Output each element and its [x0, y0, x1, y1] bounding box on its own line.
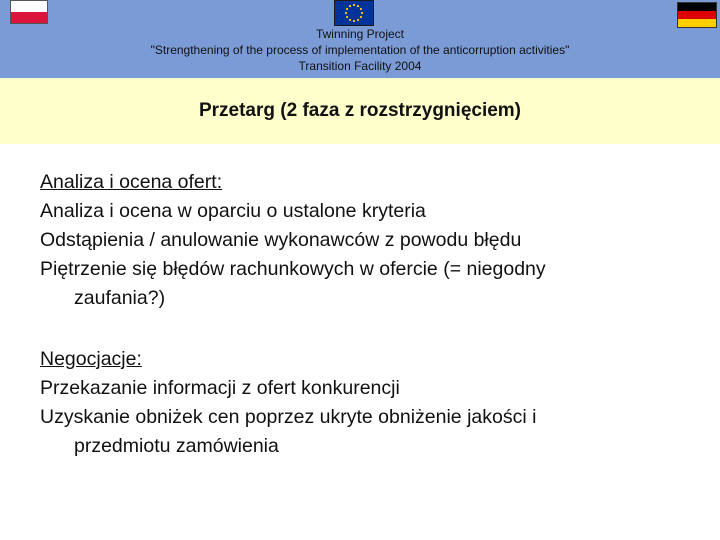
- slide-body: [40, 168, 710, 461]
- eu-star-icon: [349, 5, 351, 7]
- eu-star-icon: [360, 8, 362, 10]
- section-heading-analysis: Analiza i ocena ofert:: [40, 171, 223, 193]
- eu-star-icon: [357, 5, 359, 7]
- project-description: "Strengthening of the process of implementation of the anticorruption activities": [150, 43, 570, 57]
- section-heading-negotiations: Negocjacje:: [40, 348, 142, 370]
- eu-star-icon: [353, 20, 355, 22]
- eu-flag-icon: [334, 0, 374, 26]
- eu-star-icon: [346, 8, 348, 10]
- eu-star-icon: [360, 16, 362, 18]
- list-item: Przekazanie informacji z ofert konkurencji: [40, 377, 400, 399]
- list-item: Uzyskanie obniżek cen poprzez ukryte obniżenie jakości i: [40, 406, 537, 428]
- eu-star-icon: [346, 16, 348, 18]
- eu-star-icon: [357, 19, 359, 21]
- eu-star-icon: [361, 12, 363, 14]
- project-name: Twinning Project: [315, 27, 405, 41]
- eu-star-icon: [349, 19, 351, 21]
- eu-stars-icon: [335, 1, 373, 25]
- list-item-continuation: zaufania?): [74, 287, 166, 309]
- eu-star-icon: [345, 12, 347, 14]
- project-facility: Transition Facility 2004: [298, 59, 422, 73]
- list-item-continuation: przedmiotu zamówienia: [74, 435, 279, 457]
- list-item: Piętrzenie się błędów rachunkowych w ofercie (= niegodny: [40, 258, 546, 280]
- eu-star-icon: [353, 4, 355, 6]
- slide-title: Przetarg (2 faza z rozstrzygnięciem): [198, 100, 522, 121]
- germany-flag-icon: [677, 2, 717, 28]
- list-item: Analiza i ocena w oparciu o ustalone kryteria: [40, 200, 426, 222]
- list-item: Odstąpienia / anulowanie wykonawców z powodu błędu: [40, 229, 522, 251]
- poland-flag-icon: [10, 0, 48, 24]
- header-banner: [0, 0, 720, 78]
- header-text: [0, 26, 720, 74]
